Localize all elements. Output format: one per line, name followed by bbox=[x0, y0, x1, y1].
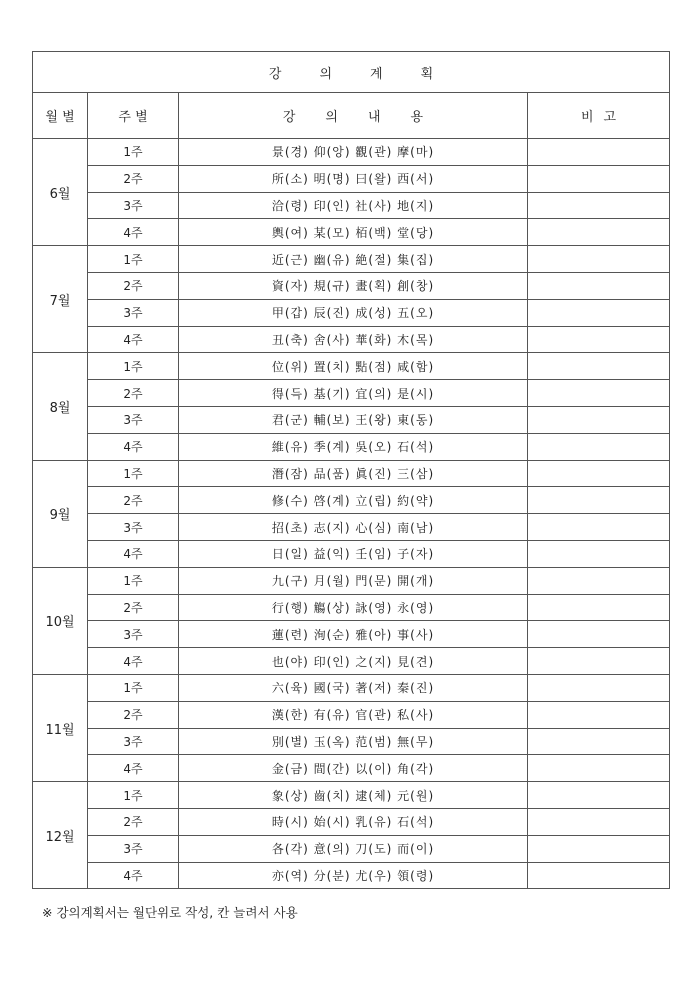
title-row bbox=[33, 52, 670, 93]
remark-cell bbox=[528, 272, 670, 299]
content-cell: 輿(여) 某(모) 栢(백) 堂(당) bbox=[179, 219, 528, 246]
table-row bbox=[33, 862, 670, 889]
table-row bbox=[33, 406, 670, 433]
table-row bbox=[33, 701, 670, 728]
week-cell: 2주 bbox=[88, 380, 179, 407]
content-cell: 維(유) 季(계) 吳(오) 石(석) bbox=[179, 433, 528, 460]
content-cell: 金(금) 間(간) 以(이) 角(각) bbox=[179, 755, 528, 782]
table-row bbox=[33, 514, 670, 541]
month-cell: 9월 bbox=[33, 460, 88, 567]
week-cell: 4주 bbox=[88, 326, 179, 353]
remark-cell bbox=[528, 674, 670, 701]
month-cell: 6월 bbox=[33, 139, 88, 246]
table-row bbox=[33, 567, 670, 594]
content-cell: 洽(령) 印(인) 社(사) 地(지) bbox=[179, 192, 528, 219]
table-row bbox=[33, 835, 670, 862]
content-cell: 象(상) 齒(치) 逮(체) 元(원) bbox=[179, 782, 528, 809]
table-row bbox=[33, 165, 670, 192]
content-cell: 丑(축) 舍(사) 華(화) 木(목) bbox=[179, 326, 528, 353]
content-cell: 各(각) 意(의) 刀(도) 而(이) bbox=[179, 835, 528, 862]
week-cell: 4주 bbox=[88, 433, 179, 460]
week-cell: 2주 bbox=[88, 487, 179, 514]
week-cell: 4주 bbox=[88, 219, 179, 246]
remark-cell bbox=[528, 808, 670, 835]
content-cell: 近(근) 幽(유) 絶(절) 集(집) bbox=[179, 246, 528, 273]
table-row bbox=[33, 433, 670, 460]
remark-cell bbox=[528, 139, 670, 166]
table-row bbox=[33, 460, 670, 487]
footnote: ※ 강의계획서는 월단위로 작성, 칸 늘려서 사용 bbox=[42, 905, 298, 920]
week-cell: 2주 bbox=[88, 808, 179, 835]
remark-cell bbox=[528, 219, 670, 246]
remark-cell bbox=[528, 460, 670, 487]
remark-cell bbox=[528, 567, 670, 594]
content-cell: 招(초) 志(지) 心(심) 南(남) bbox=[179, 514, 528, 541]
week-cell: 2주 bbox=[88, 165, 179, 192]
month-cell: 7월 bbox=[33, 246, 88, 353]
table-title: 강의계획 bbox=[33, 52, 670, 93]
content-cell: 得(득) 基(기) 宜(의) 是(시) bbox=[179, 380, 528, 407]
content-cell: 漢(한) 有(유) 官(관) 私(사) bbox=[179, 701, 528, 728]
week-cell: 3주 bbox=[88, 299, 179, 326]
content-cell: 也(야) 印(인) 之(지) 見(견) bbox=[179, 648, 528, 675]
table-row bbox=[33, 674, 670, 701]
week-cell: 1주 bbox=[88, 782, 179, 809]
remark-cell bbox=[528, 353, 670, 380]
week-cell: 2주 bbox=[88, 701, 179, 728]
header-month: 월 별 bbox=[33, 93, 88, 139]
table-row bbox=[33, 755, 670, 782]
week-cell: 2주 bbox=[88, 594, 179, 621]
week-cell: 2주 bbox=[88, 272, 179, 299]
remark-cell bbox=[528, 380, 670, 407]
remark-cell bbox=[528, 701, 670, 728]
week-cell: 4주 bbox=[88, 862, 179, 889]
remark-cell bbox=[528, 165, 670, 192]
content-cell: 日(일) 益(익) 壬(임) 子(자) bbox=[179, 540, 528, 567]
content-cell: 六(육) 國(국) 著(저) 秦(진) bbox=[179, 674, 528, 701]
content-cell: 時(시) 始(시) 乳(유) 石(석) bbox=[179, 808, 528, 835]
week-cell: 3주 bbox=[88, 192, 179, 219]
content-cell: 君(군) 輔(보) 王(왕) 東(동) bbox=[179, 406, 528, 433]
header-week: 주 별 bbox=[88, 93, 179, 139]
content-cell: 行(행) 觴(상) 詠(영) 永(영) bbox=[179, 594, 528, 621]
table-row bbox=[33, 540, 670, 567]
week-cell: 3주 bbox=[88, 835, 179, 862]
lecture-plan-sheet bbox=[32, 51, 669, 889]
week-cell: 3주 bbox=[88, 728, 179, 755]
remark-cell bbox=[528, 755, 670, 782]
week-cell: 3주 bbox=[88, 621, 179, 648]
content-cell: 甲(갑) 辰(진) 成(성) 五(오) bbox=[179, 299, 528, 326]
remark-cell bbox=[528, 299, 670, 326]
week-cell: 4주 bbox=[88, 755, 179, 782]
table-row bbox=[33, 192, 670, 219]
content-cell: 九(구) 月(월) 門(문) 開(개) bbox=[179, 567, 528, 594]
content-cell: 景(경) 仰(앙) 觀(관) 摩(마) bbox=[179, 139, 528, 166]
week-cell: 4주 bbox=[88, 648, 179, 675]
table-row bbox=[33, 299, 670, 326]
remark-cell bbox=[528, 406, 670, 433]
header-remark: 비고 bbox=[528, 93, 670, 139]
remark-cell bbox=[528, 621, 670, 648]
content-cell: 修(수) 啓(계) 立(립) 約(약) bbox=[179, 487, 528, 514]
week-cell: 1주 bbox=[88, 567, 179, 594]
table-row bbox=[33, 326, 670, 353]
week-cell: 3주 bbox=[88, 514, 179, 541]
remark-cell bbox=[528, 648, 670, 675]
content-cell: 別(별) 玉(옥) 范(범) 無(무) bbox=[179, 728, 528, 755]
table-row bbox=[33, 808, 670, 835]
content-cell: 資(자) 規(규) 畫(획) 創(창) bbox=[179, 272, 528, 299]
week-cell: 1주 bbox=[88, 353, 179, 380]
content-cell: 所(소) 明(명) 曰(왈) 西(서) bbox=[179, 165, 528, 192]
week-cell: 1주 bbox=[88, 246, 179, 273]
lecture-plan-table bbox=[32, 51, 670, 889]
table-row bbox=[33, 272, 670, 299]
week-cell: 1주 bbox=[88, 139, 179, 166]
remark-cell bbox=[528, 487, 670, 514]
plan-body bbox=[33, 139, 670, 889]
table-row bbox=[33, 728, 670, 755]
table-row bbox=[33, 353, 670, 380]
table-row bbox=[33, 621, 670, 648]
table-row bbox=[33, 246, 670, 273]
table-row bbox=[33, 648, 670, 675]
content-cell: 亦(역) 分(분) 尤(우) 領(령) bbox=[179, 862, 528, 889]
content-cell: 蓮(련) 洵(순) 雅(아) 事(사) bbox=[179, 621, 528, 648]
week-cell: 3주 bbox=[88, 406, 179, 433]
remark-cell bbox=[528, 540, 670, 567]
table-row bbox=[33, 139, 670, 166]
remark-cell bbox=[528, 326, 670, 353]
table-row bbox=[33, 487, 670, 514]
remark-cell bbox=[528, 728, 670, 755]
remark-cell bbox=[528, 835, 670, 862]
header-row bbox=[33, 93, 670, 139]
table-row bbox=[33, 219, 670, 246]
remark-cell bbox=[528, 782, 670, 809]
remark-cell bbox=[528, 594, 670, 621]
table-row bbox=[33, 380, 670, 407]
month-cell: 10월 bbox=[33, 567, 88, 674]
month-cell: 8월 bbox=[33, 353, 88, 460]
header-content: 강의내용 bbox=[179, 93, 528, 139]
remark-cell bbox=[528, 192, 670, 219]
week-cell: 1주 bbox=[88, 460, 179, 487]
week-cell: 4주 bbox=[88, 540, 179, 567]
month-cell: 11월 bbox=[33, 674, 88, 781]
remark-cell bbox=[528, 514, 670, 541]
remark-cell bbox=[528, 246, 670, 273]
content-cell: 潛(잠) 品(품) 眞(진) 三(삼) bbox=[179, 460, 528, 487]
remark-cell bbox=[528, 862, 670, 889]
remark-cell bbox=[528, 433, 670, 460]
table-row bbox=[33, 594, 670, 621]
week-cell: 1주 bbox=[88, 674, 179, 701]
month-cell: 12월 bbox=[33, 782, 88, 889]
table-row bbox=[33, 782, 670, 809]
content-cell: 位(위) 置(치) 點(점) 咸(함) bbox=[179, 353, 528, 380]
